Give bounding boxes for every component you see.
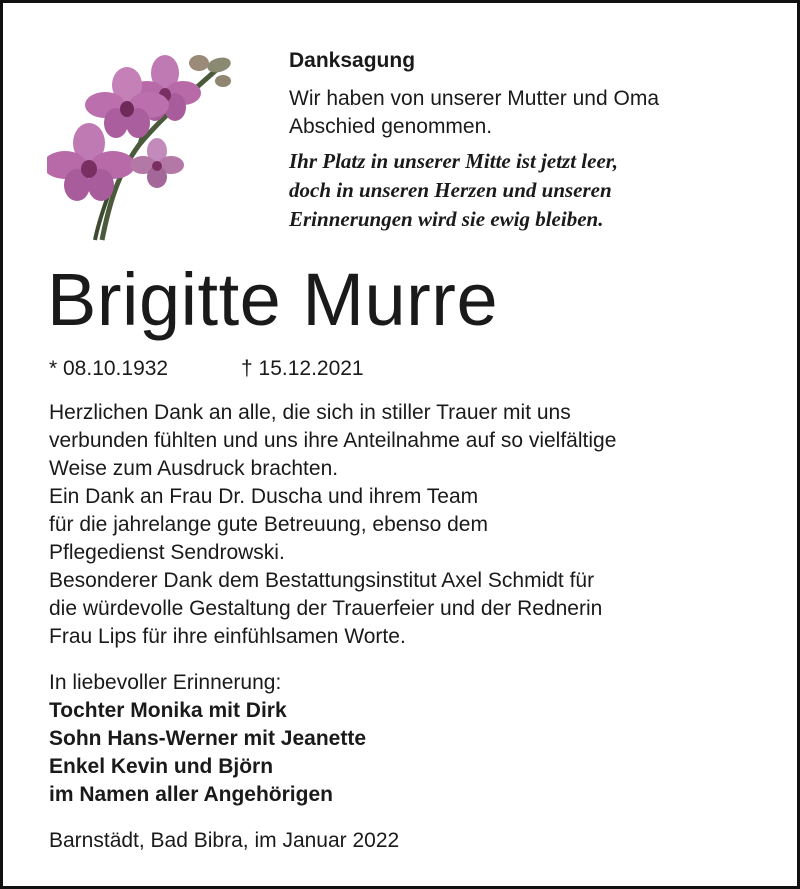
birth-date: * 08.10.1932	[49, 357, 169, 380]
closing-label: In liebevoller Erinnerung:	[49, 671, 282, 694]
closing-block	[49, 669, 749, 809]
deceased-name: Brigitte Murre	[47, 258, 499, 341]
place-date: Barnstädt, Bad Bibra, im Januar 2022	[49, 829, 400, 852]
signee-list	[49, 697, 749, 809]
life-dates	[49, 355, 364, 383]
thanks-text: Herzlichen Dank an alle, die sich in stiller Trauer mit uns verbunden fühlten und uns ihre Anteilnahme auf so vielfältige Weise zum Ausdruck brachten. Ein Dank an Frau Dr. Duscha und ihrem Team für die jahrelange gute Betreuung, ebenso dem Pflegedienst Sendrowski. Besonderer Dank dem Bestattungsinstitut Axel Schmidt für die würdevolle Gestaltung der Trauerfeier und der Rednerin Frau Lips für ihre einfühlsamen Worte.	[49, 401, 617, 648]
heading: Danksagung	[289, 49, 416, 72]
signee: Tochter Monika mit Dirk	[49, 699, 287, 722]
signee: Sohn Hans-Werner mit Jeanette	[49, 727, 367, 750]
signee: im Namen aller Angehörigen	[49, 783, 333, 806]
intro-text: Wir haben von unserer Mutter und Oma Abschied genommen.	[289, 87, 660, 138]
death-date: † 15.12.2021	[241, 357, 364, 380]
quote-text: Ihr Platz in unserer Mitte ist jetzt leer, doch in unseren Herzen und unseren Erinnerungen wird sie ewig bleiben.	[289, 149, 619, 231]
orchid-flower-icon	[47, 45, 247, 245]
header-text	[289, 47, 769, 234]
signee: Enkel Kevin und Björn	[49, 755, 274, 778]
